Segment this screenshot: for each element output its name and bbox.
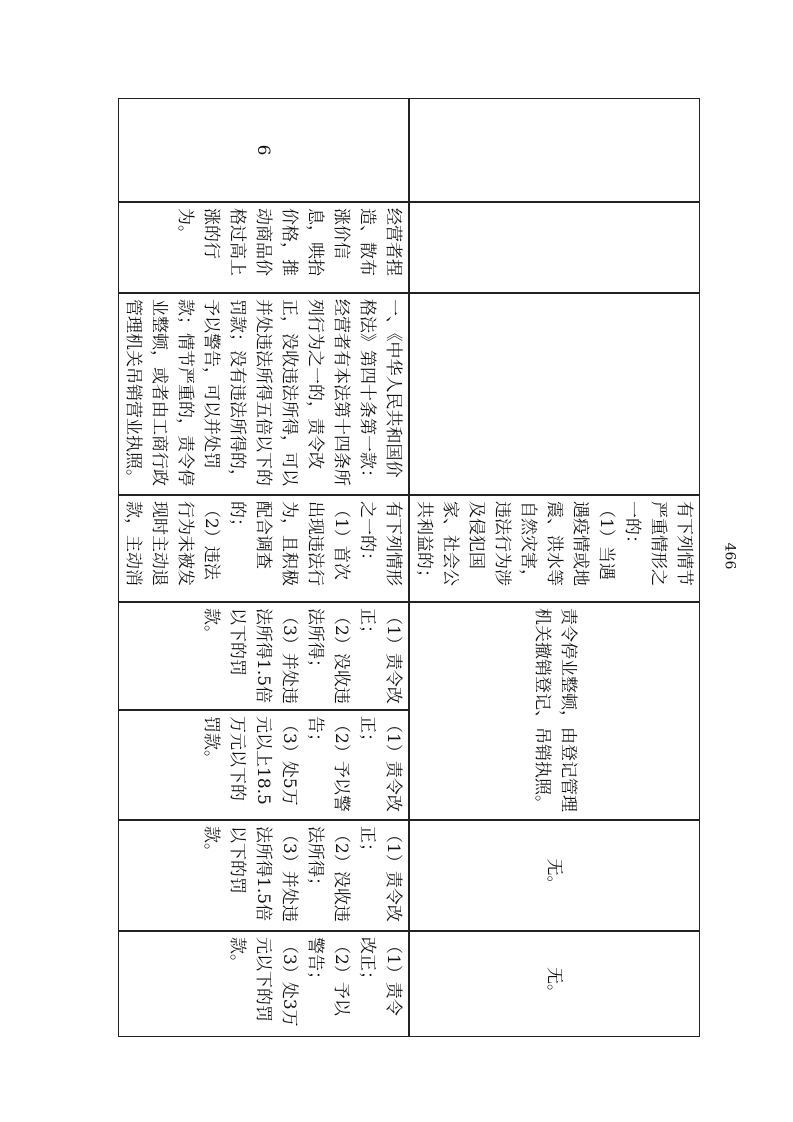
top-row-penalty-c: 无。 bbox=[409, 931, 700, 1037]
top-row-blank-behavior bbox=[409, 202, 700, 293]
penalty-a1-cell: （1）责令改正； （2）没收违法所得； （3）并处违法所得1.5倍以下的罚款。 bbox=[118, 602, 409, 710]
penalty-a2-cell: （1）责令改正； （2）予以警告； （3）处5万元以上18.5万元以下的罚款。 bbox=[118, 710, 409, 820]
rotated-table bbox=[118, 98, 700, 1037]
page-number: 466 bbox=[721, 542, 738, 570]
legal-basis-cell: 一、《中华人民共和国价格法》第四十条第一款：经营者有本法第十四条所列行为之一的，责令改正，没收违法所得，可以并处违法所得五倍以下的罚款；没有违法所得的，予以警告，可以并处罚款；情节严重的，责令停业整顿，或者由工商行政管理机关吊销营业执照。 bbox=[118, 293, 409, 495]
penalty-c-cell: （1）责令改正； （2）予以警告； （3）处3万元以下的罚款。 bbox=[118, 931, 409, 1037]
top-row-blank-index bbox=[409, 98, 700, 202]
top-row-blank-basis bbox=[409, 293, 700, 495]
circumstance-cell: 有下列情形之一的： （1）首次出现违法行为，且积极配合调查的； （2）违法行为未被发现时主动退款，主动消 bbox=[118, 495, 409, 602]
top-row-penalty-b: 无。 bbox=[409, 820, 700, 931]
top-row-penalty-a: 责令停业整顿，由登记管理机关撤销登记、吊销执照。 bbox=[409, 602, 700, 820]
penalty-b-cell: （1）责令改正； （2）没收违法所得； （3）并处违法所得1.5倍以下的罚款。 bbox=[118, 820, 409, 931]
row-index: 6 bbox=[118, 98, 409, 202]
top-row-circumstance: 有下列情节严重情形之一的： （1）当遇遇疫情或地震、洪水等自然灾害，违法行为涉及侵犯国家、社会公共利益的； bbox=[409, 495, 700, 602]
behavior-cell: 经营者捏造、散布涨价信息，哄抬价格，推动商品价格过高上涨的行为。 bbox=[118, 202, 409, 293]
